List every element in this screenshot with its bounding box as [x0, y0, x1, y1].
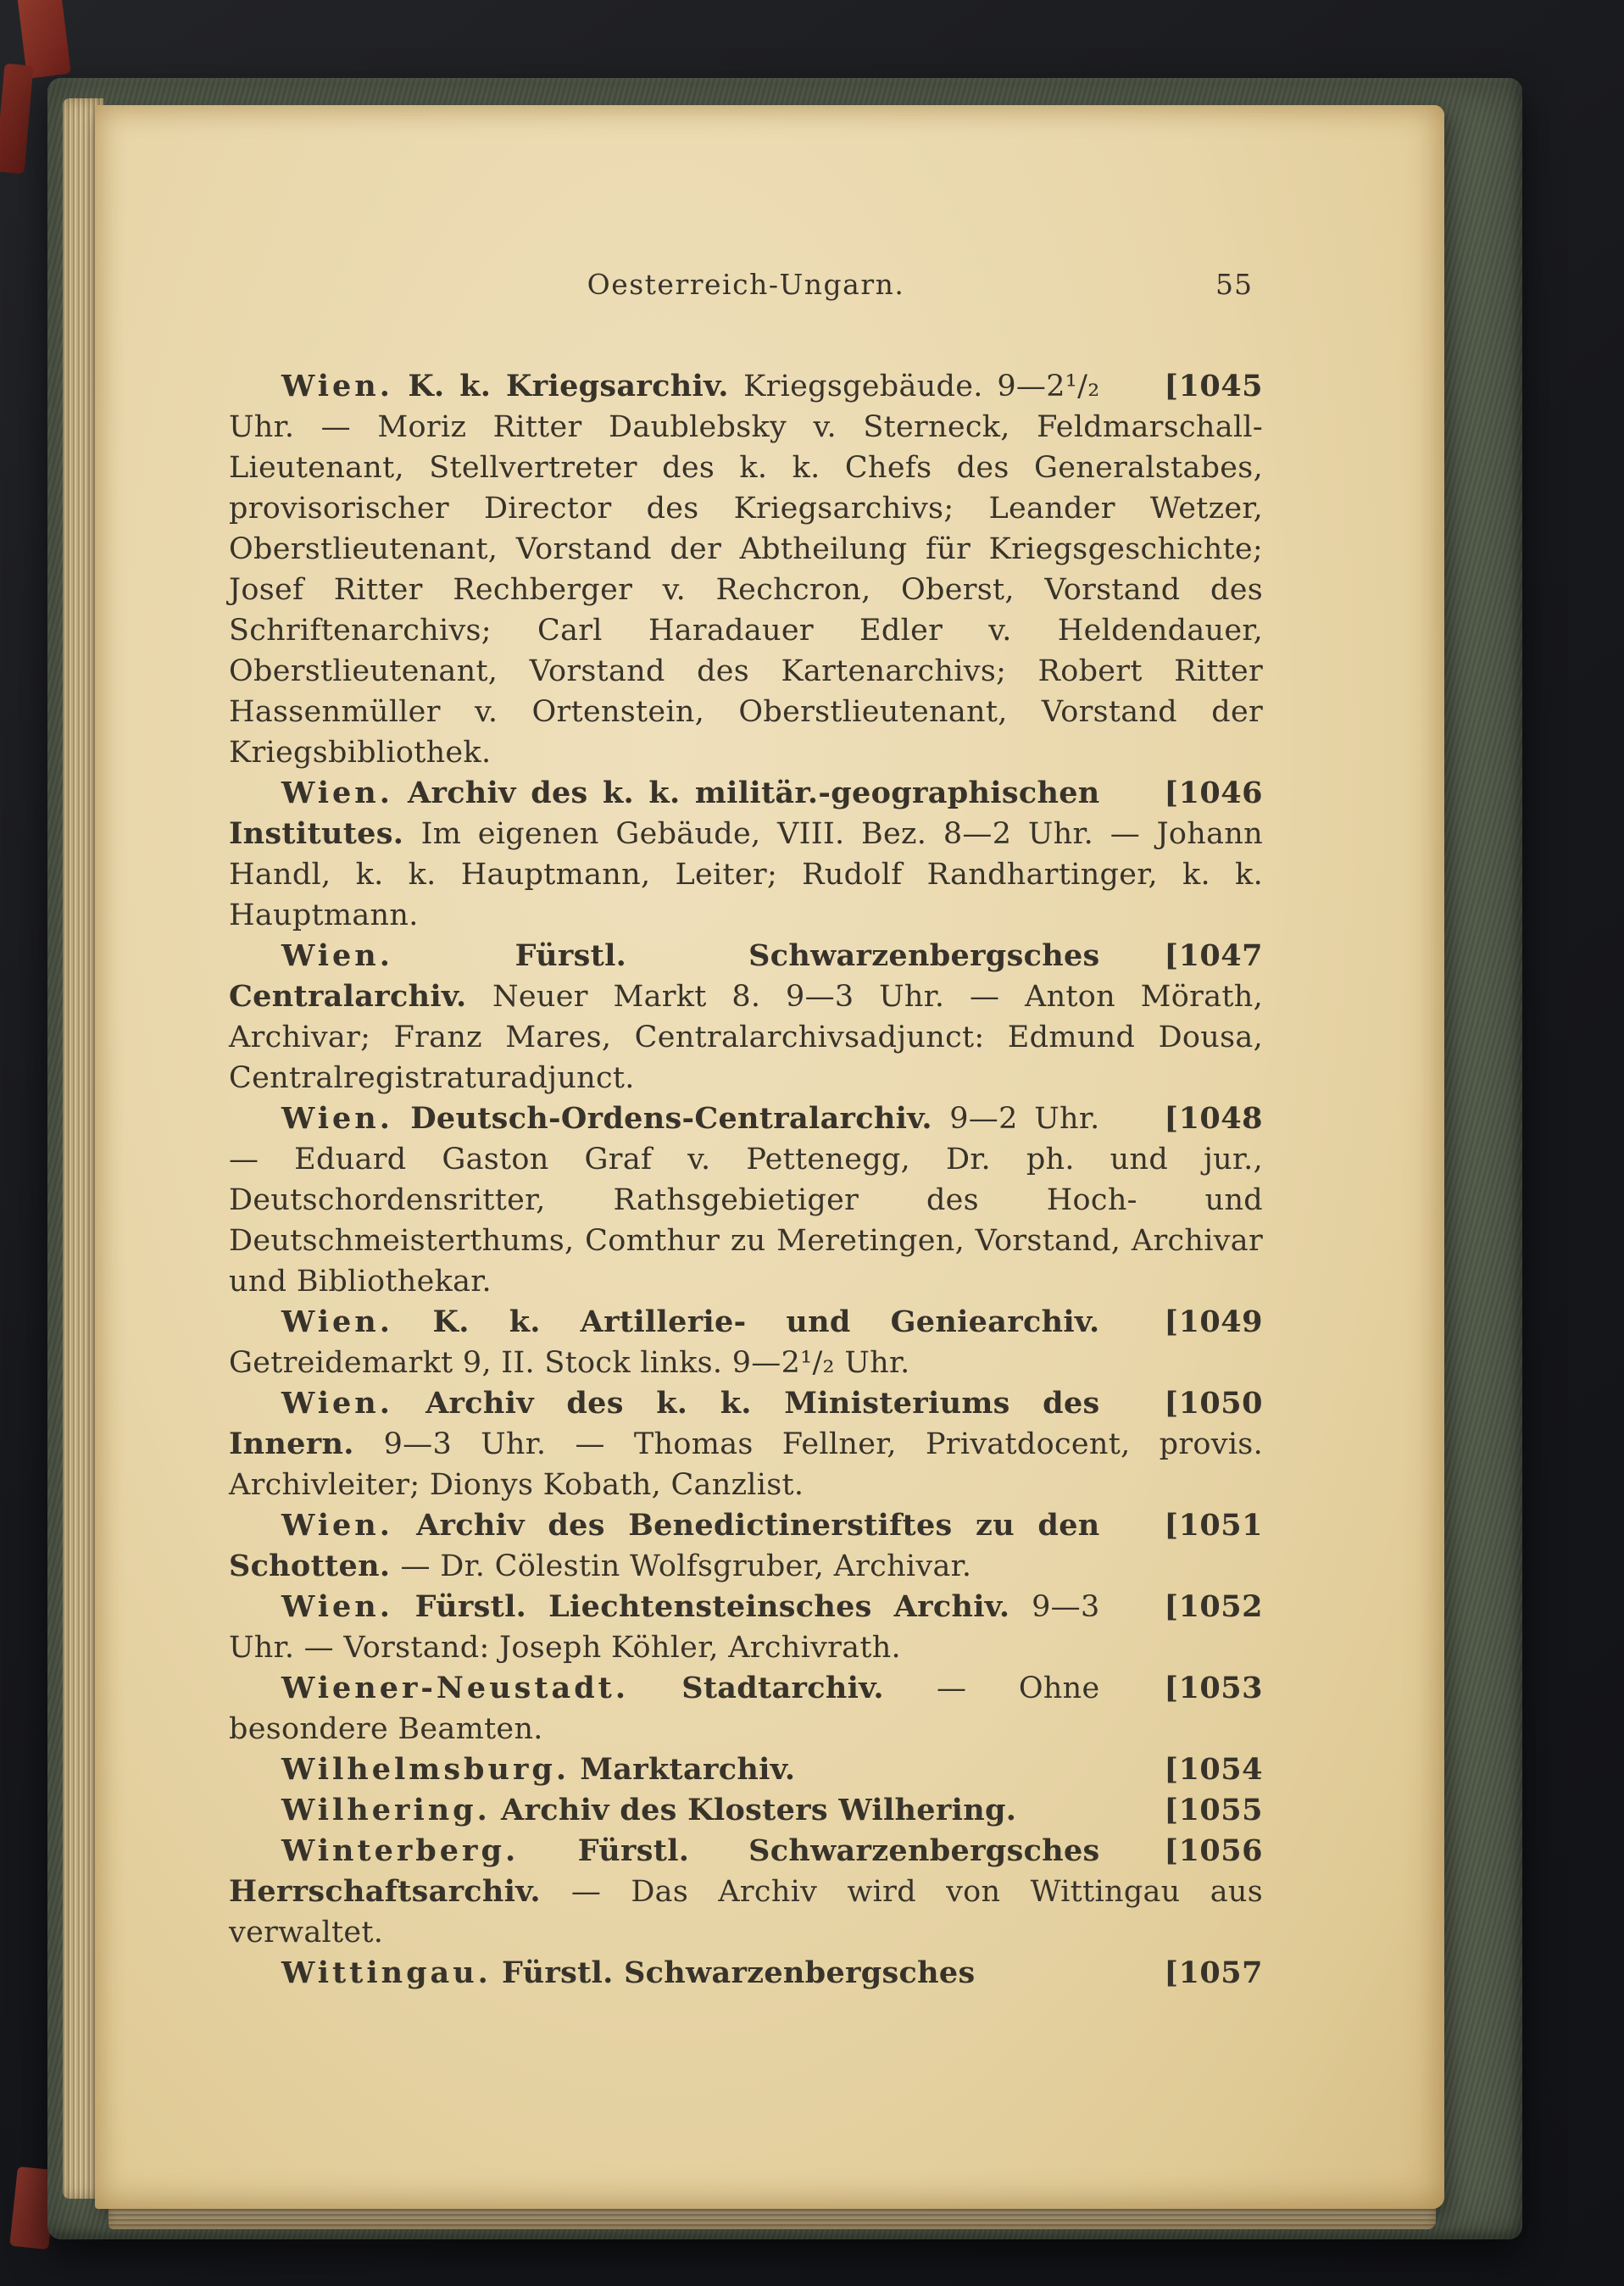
page-number: 55 — [1215, 268, 1253, 301]
entry-place: Wien. — [281, 1589, 393, 1624]
archive-entry — [229, 1302, 1263, 1383]
spine-fragment-upper-left — [0, 64, 34, 174]
entry-body: 9—3 Uhr. — Thomas Fellner, Privatdocent, provis. Archivleiter; Dionys Kobath, Canzlist. — [229, 1427, 1263, 1502]
entry-number: [1057 — [1164, 1955, 1263, 1990]
archive-entry — [229, 936, 1263, 1099]
archive-entry — [229, 366, 1263, 773]
archive-entry — [229, 1383, 1263, 1505]
entry-title: Archiv des Benedictinerstiftes zu den Schotten. — [229, 1508, 1100, 1583]
entry-body: 9—2 Uhr. — Eduard Gaston Graf v. Pettenegg, Dr. ph. und jur., Deutschordensritter, Rathsgebietiger des Hoch- und Deutschmeisterthums, Comthur zu Meretingen, Vorstand, Archivar und Bibliothekar. — [229, 1102, 1263, 1299]
archive-entry — [229, 1831, 1263, 1953]
entry-number: [1052 — [1164, 1589, 1263, 1624]
page-text-block — [229, 264, 1263, 1994]
entry-title: Fürstl. Liechtensteinsches Archiv. — [414, 1589, 1010, 1624]
archive-entry — [229, 1587, 1263, 1668]
entry-title: Marktarchiv. — [580, 1752, 796, 1787]
entry-place: Wiener-Neustadt. — [281, 1671, 630, 1705]
entry-number: [1050 — [1164, 1386, 1263, 1421]
entry-place: Wien. — [281, 938, 393, 973]
entry-body: Getreidemarkt 9, II. Stock links. 9—2¹/₂ Uhr. — [229, 1346, 910, 1380]
entry-number: [1047 — [1164, 938, 1263, 973]
archive-entry — [229, 1953, 1263, 1994]
entry-number: [1046 — [1164, 776, 1263, 810]
entry-body: Im eigenen Gebäude, VIII. Bez. 8—2 Uhr. — Johann Handl, k. k. Hauptmann, Leiter; Rudolf Randhartinger, k. k. Hauptmann. — [229, 817, 1263, 932]
entry-number: [1049 — [1164, 1304, 1263, 1339]
entry-number: [1056 — [1164, 1833, 1263, 1868]
entry-title: Fürstl. Schwarzenbergsches — [502, 1955, 976, 1990]
page-header — [229, 264, 1263, 305]
entry-title: Archiv des k. k. Ministeriums des Innern. — [229, 1386, 1100, 1461]
entry-place: Wien. — [281, 1508, 393, 1543]
entry-title: K. k. Kriegsarchiv. — [408, 369, 729, 403]
book-page — [95, 105, 1444, 2209]
entry-place: Wien. — [281, 1386, 393, 1421]
entry-number: [1048 — [1164, 1101, 1263, 1136]
entry-number: [1055 — [1164, 1793, 1263, 1827]
entry-number: [1051 — [1164, 1508, 1263, 1543]
entry-body: — Ohne besondere Beamten. — [229, 1671, 1100, 1746]
entry-place: Wilhering. — [281, 1793, 491, 1827]
entry-place: Wittingau. — [281, 1955, 492, 1990]
entry-title: K. k. Artillerie- und Geniearchiv. — [432, 1304, 1100, 1339]
archive-entry — [229, 1099, 1263, 1302]
archive-entry — [229, 773, 1263, 936]
entry-body: Neuer Markt 8. 9—3 Uhr. — Anton Mörath, Archivar; Franz Mares, Centralarchivsadjunct: Edmund Dousa, Centralregistraturadjunct. — [229, 980, 1264, 1095]
entry-place: Wien. — [281, 369, 393, 403]
archive-entry — [229, 1790, 1263, 1831]
archive-entry — [229, 1505, 1263, 1587]
entries-list — [229, 366, 1263, 1994]
entry-body: Kriegsgebäude. 9—2¹/₂ Uhr. — Moriz Ritter Daublebsky v. Sterneck, Feldmarschall-Lieutenant, Stellvertreter des k. k. Chefs des Generalstabes, provisorischer Director des Kriegsarchivs; Leander Wetzer, Oberstlieutenant, Vorstand der Abtheilung für Kriegsgeschichte; Josef Ritter Rechberger v. Rechcron, Oberst, Vorstand des Schriftenarchivs; Carl Haradauer Edler v. Heldendauer, Oberstlieutenant, Vorstand des Kartenarchivs; Robert Ritter Hassenmüller v. Ortenstein, Oberstlieutenant, Vorstand der Kriegsbibliothek. — [229, 370, 1263, 770]
entry-title: Fürstl. Schwarzenbergsches Herrschaftsarchiv. — [229, 1833, 1100, 1909]
entry-number: [1054 — [1164, 1752, 1263, 1787]
archive-entry — [229, 1749, 1263, 1790]
entry-title: Stadtarchiv. — [681, 1671, 884, 1705]
entry-place: Wien. — [281, 1304, 393, 1339]
entry-number: [1053 — [1164, 1671, 1263, 1705]
entry-number: [1045 — [1164, 369, 1263, 403]
entry-title: Fürstl. Schwarzenbergsches Centralarchiv. — [229, 938, 1100, 1014]
archive-entry — [229, 1668, 1263, 1749]
entry-title: Archiv des k. k. militär.-geographischen Institutes. — [229, 776, 1100, 851]
entry-place: Wilhelmsburg. — [281, 1752, 570, 1787]
entry-body: — Das Archiv wird von Wittingau aus verwaltet. — [229, 1875, 1263, 1949]
running-title: Oesterreich-Ungarn. — [587, 268, 905, 301]
entry-place: Winterberg. — [281, 1833, 520, 1868]
entry-body: — Dr. Cölestin Wolfsgruber, Archivar. — [400, 1549, 972, 1583]
entry-place: Wien. — [281, 776, 393, 810]
entry-place: Wien. — [281, 1101, 393, 1136]
entry-body: 9—3 Uhr. — Vorstand: Joseph Köhler, Archivrath. — [229, 1590, 1100, 1665]
entry-title: Archiv des Klosters Wilhering. — [501, 1793, 1017, 1827]
entry-title: Deutsch-Ordens-Centralarchiv. — [410, 1101, 932, 1136]
